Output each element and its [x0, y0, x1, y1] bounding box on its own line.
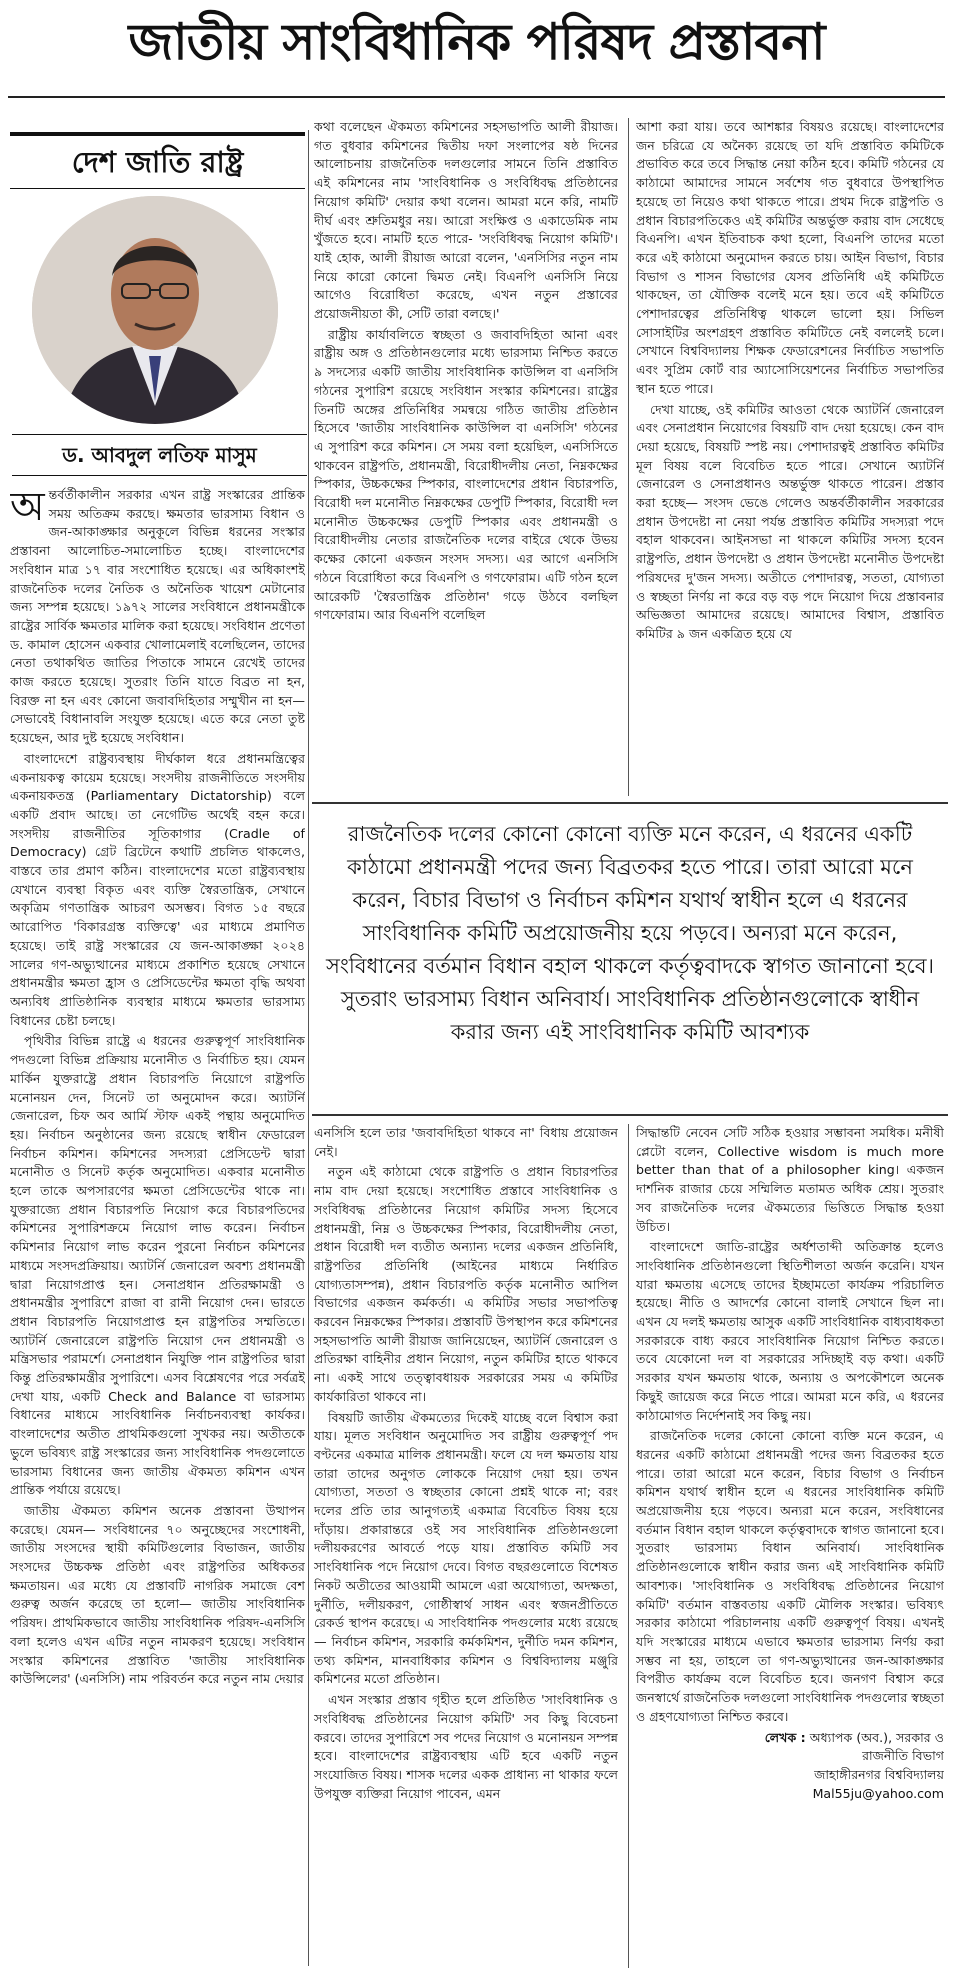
paragraph: কথা বলেছেন ঐকমত্য কমিশনের সহসভাপতি আলী রীয়াজ। গত বুধবার কমিশনের দ্বিতীয় দফা সংলাপের ষষ্ঠ দিনের আলোচনায় রাজনৈতিক দলগুলোর সামনে তিনি প্রস্তাবিত এই কমিশনের নাম 'সাংবিধানিক ও সংবিধিবদ্ধ প্রতিষ্ঠানের নিয়োগ কমিটি' দেয়ার কথা বলেন। আমরা মনে করি, নামটি দীর্ঘ এবং শ্রুতিমধুর নয়। আরো সংক্ষিপ্ত ও একাডেমিক নাম খুঁজতে হবে। নামটি হতে পারে- 'সংবিধিবদ্ধ নিয়োগ কমিটি'। যাই হোক, আলী রীয়াজ আরো বলেন, 'এনসিসির নতুন নাম নিয়ে কারো কোনো দ্বিমত নেই। বিএনপি এনসিসি নিয়ে আগেও বিরোধিতা করেছে, এখন নতুন প্রস্তাবের প্রয়োজনীয়তা কী, সেটি তারা বলছে।' — [314, 119, 618, 322]
paragraph: দেখা যাচ্ছে, ওই কমিটির আওতা থেকে অ্যাটর্নি জেনারেল এবং সেনাপ্রধান নিয়োগের বিষয়টি বাদ দেয়া হয়েছে। কেন বাদ দেয়া হয়েছে, বিষয়টি স্পষ্ট নয়। পেশাদারত্বই প্রস্তাবিত কমিটির মূল বিষয় বলে বিবেচিত হতে পারে। সেখানে অ্যাটর্নি জেনারেল ও সেনাপ্রধানও অন্তর্ভুক্ত থাকতে পারেন। প্রস্তাব করা হচ্ছে— সংসদ ভেঙে গেলেও অন্তর্বর্তীকালীন সরকারের প্রধান উপদেষ্টা না নেয়া পর্যন্ত প্রস্তাবিত কমিটির সদস্যরা পদে বহাল থাকবেন। আইনসভা না থাকলে কমিটির সদস্য হবেন রাষ্ট্রপতি, প্রধান উপদেষ্টা ও প্রধান উপদেষ্টা মনোনীত উপদেষ্টা পরিষদের দু'জন সদস্য। অতীতে পেশাদারত্ব, সততা, যোগ্যতা ও স্বচ্ছতা নির্ণয় না করে বড় বড় পদে নিয়োগ দিয়ে প্রস্তাবনার অভিজ্ঞতা আমাদের রয়েছে। আমাদের বিশ্বাস, প্রস্তাবিত কমিটির ৯ জন একত্রিত হয়ে যে — [636, 401, 944, 641]
column-divider — [628, 1124, 629, 1968]
paragraph: সিদ্ধান্তটি নেবেন সেটি সঠিক হওয়ার সম্ভাবনা সমধিক। মনীষী প্লেটো বলেন, Collective wisdom is much more better than that of a philosopher king। একজন দার্শনিক রাজার চেয়ে সম্মিলিত মতামত অধিক শ্রেয়। সুতরাং সব রাজনৈতিক দলের ঐকমত্যের ভিত্তিতে সিদ্ধান্ত হওয়া উচিত। — [636, 1125, 944, 1234]
paragraph: জাতীয় ঐকমত্য কমিশন অনেক প্রস্তাবনা উত্থাপন করেছে। যেমন— সংবিধানের ৭০ অনুচ্ছেদের সংশোধনী, জাতীয় সংসদের স্থায়ী কমিটিগুলোর বিভাজন, জাতীয় সংসদের উচ্চকক্ষ প্রতিষ্ঠা এবং রাষ্ট্রপতির অধিকতর ক্ষমতায়ন। এর মধ্যে যে প্রস্তাবটি নাগরিক সমাজে বেশ গুরুত্ব অর্জন করেছে তা হলো— জাতীয় সাংবিধানিক পরিষদ। প্রাথমিকভাবে জাতীয় সাংবিধানিক পরিষদ-এনসিসি বলা হলেও এখন এটির নতুন নামকরণ হয়েছে। সংবিধান সংস্কার কমিশনের প্রস্তাবিত 'জাতীয় সাংবিধানিক কাউন্সিলের' (এনসিসি) নাম পরিবর্তন করে নতুন নাম দেয়ার — [10, 1502, 305, 1687]
article-column-3-bottom — [636, 1124, 944, 1968]
paragraph: পৃথিবীর বিভিন্ন রাষ্ট্রে এ ধরনের গুরুত্বপূর্ণ সাংবিধানিক পদগুলো বিভিন্ন প্রক্রিয়ায় মনোনীত ও নির্বাচিত হয়। যেমন মার্কিন যুক্তরাষ্ট্রে প্রধান বিচারপতি নিয়োগে রাষ্ট্রপতি মনোনয়ন দেন, সিনেট তা অনুমোদন করে। অ্যাটর্নি জেনারেল, চিফ অব আর্মি স্টাফ একই পন্থায় অনুমোদিত হয়। নির্বাচন অনুষ্ঠানের জন্য রয়েছে স্বাধীন ফেডারেল নির্বাচন কমিশন। কমিশনের সদস্যরা প্রেসিডেন্ট দ্বারা মনোনীত ও সিনেট কর্তৃক অনুমোদিত। একবার মনোনীত হলে তাকে অপসারণের ক্ষমতা প্রেসিডেন্টের থাকে না। যুক্তরাজ্যে প্রধান বিচারপতি নিয়োগ করে বিচারপতিদের কমিশনের সুপারিশক্রমে নিয়োগ লাভ করেন। নির্বাচন কমিশনার নিয়োগ লাভ করেন পুরনো নির্বাচন কমিশনের মাধ্যমে সংসদপ্রক্রিয়ায়। অ্যাটর্নি জেনারেল অবশ্য প্রধানমন্ত্রী দ্বারা নিয়োগপ্রাপ্ত হন। সেনাপ্রধান প্রতিরক্ষামন্ত্রী ও প্রধানমন্ত্রীর সুপারিশে রাজা বা রানী নিয়োগ দেন। ভারতে প্রধান বিচারপতি নিয়োগপ্রাপ্ত হন রাষ্ট্রপতির সম্মতিতে। অ্যাটর্নি জেনারেলে রাষ্ট্রপতি নিয়োগ দেন প্রধানমন্ত্রী ও মন্ত্রিসভার পরামর্শে। সেনাপ্রধান নিযুক্তি পান রাষ্ট্রপতির দ্বারা কিন্তু প্রতিরক্ষামন্ত্রীর সুপারিশে। এসব বিশ্লেষণের পরে সর্বত্রই দেখা যায়, একটি Check and Balance বা ভারসাম্য বিধানের মাধ্যমে সাংবিধানিক নির্বাচনব্যবস্থা কার্যকর। বাংলাদেশের অতীত প্রাথমিকগুলো সুখকর নয়। অতীতকে ভুলে ভবিষ্যৎ রাষ্ট্র সংস্কারের জন্য সাংবিধানিক পদগুলোতে ভারসাম্য বিধানের জন্য জাতীয় ঐকমত্য কমিশন এখন প্রান্তিক পর্যায়ে রয়েছে। — [10, 1033, 305, 1498]
article-column-2-top — [314, 118, 618, 796]
drop-cap: অ — [10, 486, 45, 530]
paragraph: রাজনৈতিক দলের কোনো কোনো ব্যক্তি মনে করেন, এ ধরনের একটি কাঠামো প্রধানমন্ত্রী পদের জন্য বিব্রতকর হতে পারে। তারা আরো মনে করেন, বিচার বিভাগ ও নির্বাচন কমিশন যথার্থ স্বাধীন হলে এ ধরনের সাংবিধানিক কমিটি অপ্রয়োজনীয় হয়ে পড়বে। অন্যরা মনে করেন, সংবিধানের বর্তমান বিধান বহাল থাকলে কর্তৃত্ববাদকে স্বাগত জানানো হবে। সুতরাং ভারসাম্য বিধান অনিবার্য। সাংবিধানিক প্রতিষ্ঠানগুলোকে স্বাধীন করার জন্য এই সাংবিধানিক কমিটি আবশ্যক। 'সাংবিধানিক ও সংবিধিবদ্ধ প্রতিষ্ঠানের নিয়োগ কমিটি' বর্তমান বাস্তবতায় একটি মৌলিক সংস্কার। ভবিষ্যৎ সরকার কাঠামো পরিচালনায় একটি গুরুত্বপূর্ণ বিষয়। এখনই যদি সংস্কারের মাধ্যমে এভাবে ক্ষমতার ভারসাম্য নির্ণয় করা সম্ভব না হয়, তাহলে তা গণ-অভ্যুত্থানের জন-আকাঙ্ক্ষার বিপরীত কার্যক্রম বলে বিবেচিত হবে। জনগণ বিশ্বাস করে জনস্বার্থে রাজনৈতিক দলগুলো সাংবিধানিক পদগুলোর স্বচ্ছতা ও গ্রহণযোগ্যতা নিশ্চিত করবে। — [636, 1428, 944, 1724]
paragraph: রাষ্ট্রীয় কার্যাবলিতে স্বচ্ছতা ও জবাবদিহিতা আনা এবং রাষ্ট্রীয় অঙ্গ ও প্রতিষ্ঠানগুলোর মধ্যে ভারসাম্য নিশ্চিত করতে ৯ সদস্যের একটি জাতীয় সাংবিধানিক কাউন্সিল বা এনসিসি গঠনের সুপারিশ রয়েছে সংবিধান সংস্কার কমিশনের। রাষ্ট্রের তিনটি অঙ্গের প্রতিনিধির সমন্বয়ে গঠিত জাতীয় প্রতিষ্ঠান হিসেবে 'জাতীয় সাংবিধানিক কাউন্সিল বা এনসিসি' গঠনের এ সুপারিশ করে কমিশন। সে সময় বলা হয়েছিল, এনসিসিতে থাকবেন রাষ্ট্রপতি, প্রধানমন্ত্রী, বিরোধীদলীয় নেতা, নিম্নকক্ষের স্পিকার, উচ্চকক্ষের স্পিকার, বাংলাদেশের প্রধান বিচারপতি, বিরোধী দল মনোনীত নিম্নকক্ষের ডেপুটি স্পিকার, বিরোধী দল মনোনীত উচ্চকক্ষের ডেপুটি স্পিকার এবং প্রধানমন্ত্রী ও বিরোধীদলীয় নেতার রাজনৈতিক দলের বাইরে থেকে উভয় কক্ষের কোনো একজন সংসদ সদস্য। এর আগে এনসিসি গঠনে বিরোধিতা করে বিএনপি ও গণফোরাম। এটি গঠন হলে আরেকটি 'স্বৈরতান্ত্রিক প্রতিষ্ঠান' গড়ে উঠবে বলছিল গণফোরাম। আর বিএনপি বলেছিল — [314, 326, 618, 623]
article-column-1 — [10, 486, 305, 1968]
lead-paragraph — [10, 486, 305, 748]
signature-university: জাহাঙ্গীরনগর বিশ্ববিদ্যালয় — [814, 1766, 944, 1782]
paragraph-text: ন্তর্বর্তীকালীন সরকার এখন রাষ্ট্র সংস্কারের প্রান্তিক সময় অতিক্রম করছে। ক্ষমতার ভারসাম্য বিধান ও জন-আকাঙ্ক্ষার অনুকূলে বিভিন্ন ধরনের সংস্কার প্রস্তাবনা আলোচিত-সমালোচিত হচ্ছে। বাংলাদেশের সংবিধান মাত্র ১৭ বার সংশোধিত হয়েছে। এর অধিকাংশই রাজনৈতিক দলের নৈতিক ও অনৈতিক খায়েশ মেটানোর জন্য সম্পন্ন হয়েছে। ১৯৭২ সালের সংবিধানে প্রধানমন্ত্রীকে রাষ্ট্রের সার্বিক ক্ষমতার মালিক করা হয়েছে। সংবিধান প্রণেতা ড. কামাল হোসেন একবার খোলামেলাই বলেছিলেন, তাদের নেতা তথাকথিত জাতির পিতাকে সামনে রেখেই তাদের কাজ করতে হয়েছে। সুতরাং তিনি যাতে বিব্রত না হন, বিরক্ত না হন এবং কোনো জবাবদিহিতার সম্মুখীন না হন—সেভাবেই বিধানাবলি সংযুক্ত হয়েছে। এতে করে নেতা তুষ্ট হয়েছেন, আর দুষ্ট হয়েছে সংবিধান। — [10, 487, 305, 746]
column-divider — [308, 130, 309, 1966]
column-divider — [628, 118, 629, 796]
pull-quote: রাজনৈতিক দলের কোনো কোনো ব্যক্তি মনে করেন, এ ধরনের একটি কাঠামো প্রধানমন্ত্রী পদের জন্য বিব্রতকর হতে পারে। তারা আরো মনে করেন, বিচার বিভাগ ও নির্বাচন কমিশন যথার্থ স্বাধীন হলে এ ধরনের সাংবিধানিক কমিটি অপ্রয়োজনীয় হয়ে পড়বে। অন্যরা মনে করেন, সংবিধানের বর্তমান বিধান বহাল থাকলে কর্তৃত্ববাদকে স্বাগত জানানো হবে। সুতরাং ভারসাম্য বিধান অনিবার্য। সাংবিধানিক প্রতিষ্ঠানগুলোকে স্বাধীন করার জন্য এই সাংবিধানিক কমিটি আবশ্যক — [325, 822, 935, 1044]
article-column-3-top — [636, 118, 944, 796]
author-name: ড. আবদুল লতিফ মাসুম — [12, 434, 307, 476]
paragraph: বাংলাদেশে জাতি-রাষ্ট্রের অর্ধশতাব্দী অতিক্রান্ত হলেও সাংবিধানিক প্রতিষ্ঠানগুলো স্থিতিশীলতা অর্জন করেনি। যখন যারা ক্ষমতায় এসেছে তাদের ইচ্ছামতো কার্যক্রম পরিচালিত হয়েছে। নীতি ও আদর্শের কোনো বালাই সেখানে ছিল না। এখন যে দলই ক্ষমতায় আসুক একটি সাংবিধানিক বাধ্যবাধকতা সরকারকে বাধ্য করবে সাংবিধানিক নিয়োগ নিশ্চিত করতে। তবে যেকোনো দল বা সরকারের সদিচ্ছাই বড় কথা। একটি সরকার যখন ক্ষমতায় থাকে, অন্যায় ও অপকৌশলে অনেক কিছুই জায়েজ করে নিতে পারে। আমরা মনে করি, এ ধরনের কাঠামোগত নির্দেশনাই সব কিছু নয়। — [636, 1239, 944, 1423]
paragraph: এনসিসি হলে তার 'জবাবদিহিতা থাকবে না' বিধায় প্রয়োজন নেই। — [314, 1125, 618, 1159]
headline: জাতীয় সাংবিধানিক পরিষদ প্রস্তাবনা — [128, 12, 825, 71]
paragraph: বিষয়টি জাতীয় ঐকমত্যের দিকেই যাচ্ছে বলে বিশ্বাস করা যায়। মূলত সংবিধান অনুমোদিত সব রাষ্ট্রীয় গুরুত্বপূর্ণ পদ বণ্টনের একমাত্র মালিক প্রধানমন্ত্রী। ফলে যে দল ক্ষমতায় যায় তারা তাদের অনুগত লোককে নিয়োগ দেয়া হয়। তখন যোগ্যতা, সততা ও স্বচ্ছতার কোনো প্রশ্নই থাকে না; বরং দলের প্রতি তার আনুগত্যই একমাত্র বিবেচিত বিষয় হয়ে দাঁড়ায়। প্রকারান্তরে ওই সব সাংবিধানিক প্রতিষ্ঠানগুলো দলীয়করণের আবর্তে পড়ে যায়। প্রস্তাবিত কমিটি সব সাংবিধানিক পদে নিয়োগ দেবে। বিগত বছরগুলোতে বিশেষত নিকট অতীতের আওয়ামী আমলে এরা অযোগ্যতা, অদক্ষতা, দুর্নীতি, দলীয়করণ, গোষ্ঠীস্বার্থ সাধন এবং স্বজনপ্রীতিতে রেকর্ড স্থাপন করেছে। এ সাংবিধানিক পদগুলোর মধ্যে রয়েছে— নির্বাচন কমিশন, সরকারি কর্মকমিশন, দুর্নীতি দমন কমিশন, তথ্য কমিশন, মানবাধিকার কমিশন ও বিশ্ববিদ্যালয় মঞ্জুরি কমিশনের মতো প্রতিষ্ঠান। — [314, 1409, 618, 1687]
author-signature — [636, 1729, 944, 1804]
pull-quote-box — [312, 802, 948, 1116]
paragraph: এখন সংস্কার প্রস্তাব গৃহীত হলে প্রতিষ্ঠিত 'সাংবিধানিক ও সংবিধিবদ্ধ প্রতিষ্ঠানের নিয়োগ কমিটি' সব কিছু বিবেচনা করবে। তাদের সুপারিশে সব পদের নিয়োগ ও মনোনয়ন সম্পন্ন হবে। বাংলাদেশের রাষ্ট্রব্যবস্থায় এটি হবে একটি নতুন সংযোজিত বিষয়। শাসক দলের একক প্রাধান্য না থাকার ফলে উপযুক্ত ব্যক্তিরা নিয়োগ পাবেন, এমন — [314, 1692, 618, 1801]
signature-department: রাজনীতি বিভাগ — [862, 1748, 944, 1764]
section-kicker: দেশ জাতি রাষ্ট্র — [10, 132, 305, 189]
paragraph: বাংলাদেশে রাষ্ট্রব্যবস্থায় দীর্ঘকাল ধরে প্রধানমন্ত্রিত্বের একনায়কত্ব কায়েম হয়েছে। সংসদীয় রাজনীতিতে সংসদীয় একনায়কতন্ত্র (Parliamentary Dictatorship) বলে একটি প্রবাদ আছে। তা নেগেটিভ অর্থেই বহন করে। সংসদীয় রাজনীতির সূতিকাগার (Cradle of Democracy) গ্রেট ব্রিটেনে কথাটি প্রচলিত থাকলেও, বাস্তবে তার প্রমাণ কঠিন। বাংলাদেশের মতো রাষ্ট্রব্যবস্থায় যেখানে ব্যবস্থা বিকৃত এবং ব্যক্তি স্বৈরতান্ত্রিক, সেখানে অকৃত্রিম গণতান্ত্রিক আচরণ অসম্ভব। বিগত ১৫ বছরে আরোপিত 'বিকারগ্রস্ত ব্যক্তিত্বে' এর মাধ্যমে প্রমাণিত হয়েছে। তাই রাষ্ট্র সংস্কারের যে জন-আকাঙ্ক্ষা ২০২৪ সালের গণ-অভ্যুত্থানের মাধ্যমে প্রকাশিত হয়েছে সেখানে প্রধানমন্ত্রীর ক্ষমতা হ্রাস ও প্রেসিডেন্টের ক্ষমতা বৃদ্ধি অথবা অন্যবিধ প্রাতিষ্ঠানিক ব্যবস্থার মাধ্যমে ক্ষমতার ভারসাম্য বিধানের চেষ্টা চলছে। — [10, 750, 305, 1028]
headline-rule — [8, 96, 945, 98]
paragraph: আশা করা যায়। তবে আশঙ্কার বিষয়ও রয়েছে। বাংলাদেশের জন চরিত্রে যে অনৈক্য রয়েছে তা যদি প্রস্তাবিত কমিটিকে প্রভাবিত করে তবে সিদ্ধান্ত নেয়া কঠিন হবে। কমিটি গঠনের যে কাঠামো আমাদের সামনে সর্বশেষ গত বুধবারে উপস্থাপিত হয়েছে তা নিয়েও কথা থাকতে পারে। প্রথম দিকে রাষ্ট্রপতি ও প্রধান বিচারপতিকেও এই কমিটির অন্তর্ভুক্ত করায় বাদ সেধেছে বিএনপি। এখন ইতিবাচক কথা হলো, বিএনপি তাদের মতো করে এই কাঠামো অনুমোদন করতে চায়। আইন বিভাগ, বিচার বিভাগ ও শাসন বিভাগের যেসব প্রতিনিধি এই কমিটিতে থাকছেন, তা যৌক্তিক বলেই মনে হয়। তবে এই কমিটিতে পেশাদারত্বের প্রতিনিধিত্ব থাকলে ভালো হয়। সিভিল সোসাইটির অংশগ্রহণ প্রস্তাবিত কমিটিতে নেই বললেই চলে। সেখানে বিশ্ববিদ্যালয় শিক্ষক ফেডারেশনের নির্বাচিত সভাপতি এবং সুপ্রিম কোর্ট বার অ্যাসোসিয়েশনের নির্বাচিত সভাপতির স্থান হতে পারে। — [636, 119, 944, 396]
signature-label: লেখক : — [764, 1729, 806, 1745]
paragraph: নতুন এই কাঠামো থেকে রাষ্ট্রপতি ও প্রধান বিচারপতির নাম বাদ দেয়া হয়েছে। সংশোধিত প্রস্তাবে সাংবিধানিক ও সংবিধিবদ্ধ প্রতিষ্ঠানের নিয়োগ কমিটির সদস্য হিসেবে প্রধানমন্ত্রী, নিম্ন ও উচ্চকক্ষের স্পিকার, বিরোধীদলীয় নেতা, প্রধান বিরোধী দল ব্যতীত অন্যান্য দলের একজন প্রতিনিধি, রাষ্ট্রপতির প্রতিনিধি (আইনের মাধ্যমে নির্ধারিত যোগ্যতাসম্পন্ন), প্রধান বিচারপতি কর্তৃক মনোনীত আপিল বিভাগের একজন কর্মকর্তা। এ কমিটির সভার সভাপতিত্ব করবেন নিম্নকক্ষের স্পিকার। প্রস্তাবটি উপস্থাপন করে কমিশনের সহসভাপতি আলী রীয়াজ জানিয়েছেন, অ্যাটর্নি জেনারেল ও প্রতিরক্ষা বাহিনীর প্রধান নিয়োগ, নতুন কমিটির হাতে থাকবে না। একই সাথে তত্ত্বাবধায়ক সরকারের সময় এ কমিটির কার্যকারিতা থাকবে না। — [314, 1164, 618, 1404]
article-column-2-bottom — [314, 1124, 618, 1968]
author-email: Mal55ju@yahoo.com — [812, 1785, 944, 1801]
author-photo — [32, 196, 278, 424]
signature-title: অধ্যাপক (অব.), সরকার ও — [809, 1729, 944, 1745]
